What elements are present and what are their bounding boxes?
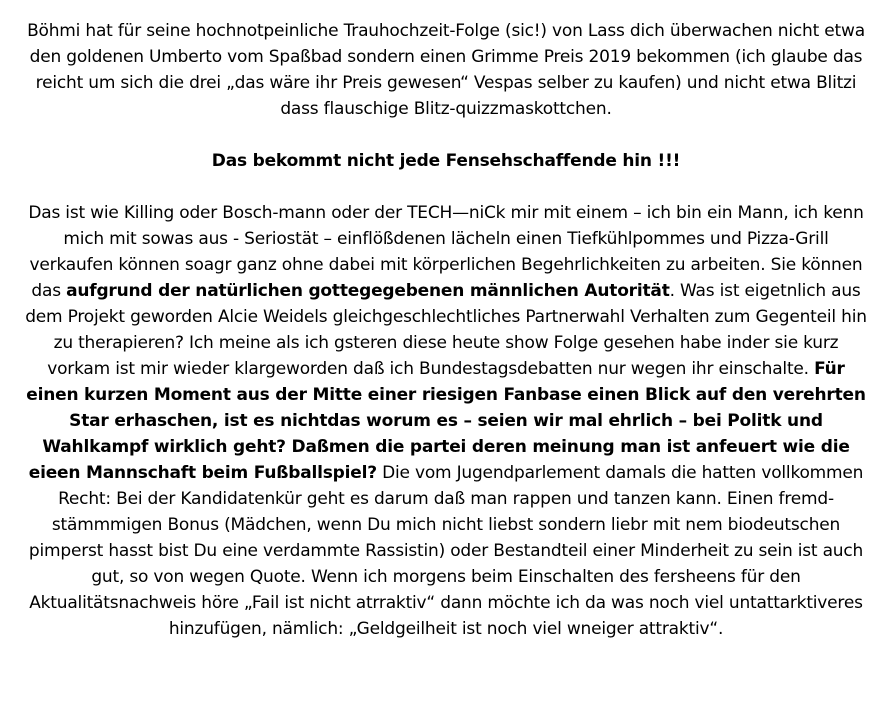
paragraph-intro: Böhmi hat für seine hochnotpeinliche Trauhochzeit-Folge (sic!) von Lass dich überwachen nicht etwa den goldenen Umberto vom Spaßbad sondern einen Grimme Preis 2019 bekommen (ich glaube das reicht um sich die drei „das wäre ihr Preis gewesen“ Vespas selber zu kaufen) und nicht etwa Blitzi dass flauschige Blitz-quizzmaskottchen.: [27, 21, 865, 119]
bold-heading: Das bekommt nicht jede Fensehschaffende hin !!!: [211, 151, 681, 171]
spacer: [20, 122, 872, 148]
bold-segment: Für einen kurzen Moment aus der Mitte einer riesigen Fanbase einen Blick auf den verehrten Star erhaschen, ist es nichtdas worum es – seien wir mal ehrlich – bei Politk und Wahlkampf wirklich geht? Daßmen die partei deren meinung man ist anfeuert wie die eieen Mannschaft beim Fußballspiel?: [26, 359, 866, 483]
text-segment: Das ist wie Killing oder Bosch-mann oder der TECH—niCk mir mit einem – ich bin ein Mann, ich kenn mich mit sowas aus - Seriostät – einflößdenen lächeln einen Tiefkühlpommes und Pizza-Grill verkaufen können soagr ganz ohne dabei mit körperlichen Begehrlichkeiten zu arbeiten. Sie können das: [28, 203, 864, 301]
text-segment: Die vom Jugendparlement damals die hatten vollkommen Recht: Bei der Kandidatenkür geht es darum daß man rappen und tanzen kann. Einen fremd-stämmmigen Bonus (Mädchen, wenn Du mich nicht liebst sondern liebr mit nem biodeutschen pimperst hasst bist Du eine verdammte Rassistin) oder Bestandteil einer Minderheit zu sein ist auch gut, so von wegen Quote. Wenn ich morgens beim Einschalten des fersheens für den Aktualitätsnachweis höre „Fail ist nicht atrraktiv“ dann möchte ich da was noch viel untattarktiveres hinzufügen, nämlich: „Geldgeilheit ist noch viel wneiger attraktiv“.: [28, 463, 864, 639]
bold-segment: aufgrund der natürlichen gottegegebenen männlichen Autorität: [66, 281, 670, 301]
paragraph-main: [20, 200, 872, 642]
text-segment: . Was ist eigetnlich aus dem Projekt geworden Alcie Weidels gleichgeschlechtliches Partnerwahl Verhalten zum Gegenteil hin zu therapieren? Ich meine als ich gsteren diese heute show Folge gesehen habe inder sie kurz vorkam ist mir wieder klargeworden daß ich Bundestagsdebatten nur wegen ihr einschalte.: [25, 281, 867, 379]
spacer: [20, 174, 872, 200]
document-body: [20, 18, 872, 642]
